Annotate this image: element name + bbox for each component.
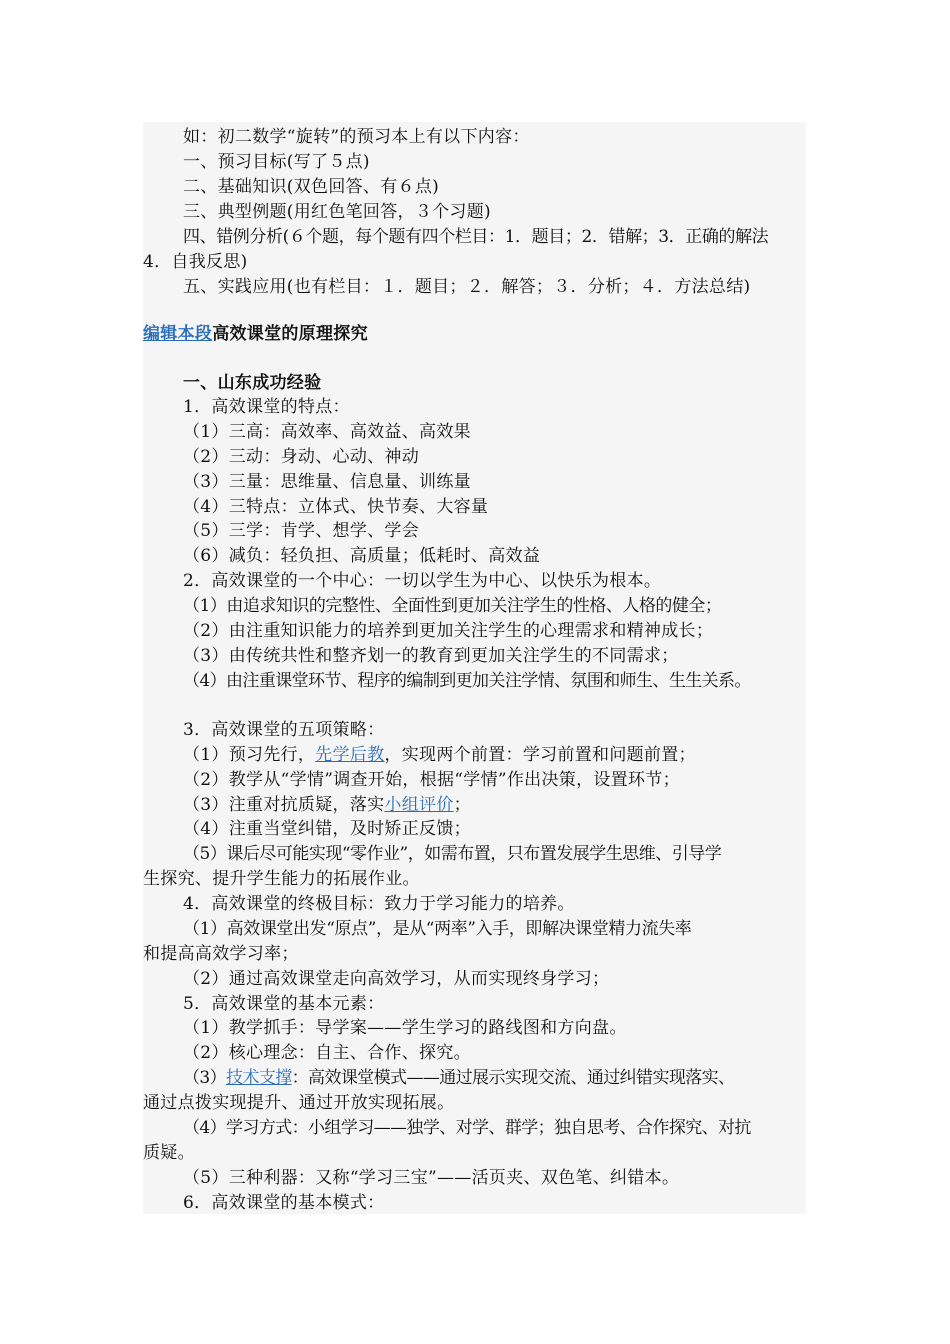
group-evaluation-link[interactable]: 小组评价 (384, 795, 454, 815)
list-item: （3）三量：思维量、信息量、训练量 (183, 472, 471, 492)
list-item: （2）由注重知识能力的培养到更加关注学生的心理需求和精神成长； (183, 621, 714, 641)
list-item: （5）三学：肯学、想学、学会 (183, 521, 420, 541)
list-item: （2）通过高效课堂走向高效学习，从而实现终身学习； (183, 969, 610, 989)
list-item: （2）核心理念：自主、合作、探究。 (183, 1043, 471, 1063)
list-item-text: ：高效课堂模式——通过展示实现交流、通过纠错实现落实、 (291, 1068, 735, 1088)
list-item: （5）课后尽可能实现“零作业”，如需布置，只布置发展学生思维、引导学 (183, 844, 722, 864)
list-item: （2）三动：身动、心动、神动 (183, 447, 420, 467)
point-title: 5．高效课堂的基本元素： (183, 994, 385, 1014)
point-title: 6．高效课堂的基本模式： (183, 1193, 385, 1213)
preview-item: 二、基础知识(双色回答、有６点) (183, 177, 440, 197)
list-item: （2）教学从“学情”调查开始，根据“学情”作出决策，设置环节； (183, 770, 680, 790)
list-item: （4）由注重课堂环节、程序的编制到更加关注学情、氛围和师生、生生关系。 (183, 671, 751, 691)
section-heading (143, 322, 368, 346)
list-item: （5）三种利器：又称“学习三宝”——活页夹、双色笔、纠错本。 (183, 1168, 680, 1188)
list-item-text: ，实现两个前置：学习前置和问题前置； (384, 745, 696, 765)
list-item-text: ； (453, 795, 471, 815)
list-item (183, 1066, 734, 1090)
list-item-cont: 和提高高效学习率； (143, 944, 299, 964)
list-item: （4）注重当堂纠错，及时矫正反馈； (183, 819, 471, 839)
point-title: 3．高效课堂的五项策略： (183, 720, 385, 740)
document-content (143, 122, 806, 1214)
edit-section-link[interactable]: 编辑本段 (143, 324, 213, 344)
list-item: （1）高效课堂出发“原点”，是从“两率”入手，即解决课堂精力流失率 (183, 919, 692, 939)
preview-item: 四、错例分析(６个题，每个题有四个栏目：1．题目；2．错解；3．正确的解法 (183, 227, 769, 247)
list-item: （3）由传统共性和整齐划一的教育到更加关注学生的不同需求； (183, 646, 679, 666)
list-item-cont: 质疑。 (143, 1143, 195, 1163)
preview-item-cont: 4．自我反思) (143, 252, 248, 272)
point-title: 4．高效课堂的终极目标：致力于学习能力的培养。 (183, 894, 575, 914)
preview-intro: 如：初二数学“旋转”的预习本上有以下内容： (183, 127, 530, 147)
point-title: 1．高效课堂的特点： (183, 397, 350, 417)
list-item: （4）学习方式：小组学习——独学、对学、群学；独自思考、合作探究、对抗 (183, 1118, 751, 1138)
point-title: 2．高效课堂的一个中心：一切以学生为中心、以快乐为根本。 (183, 571, 662, 591)
preview-item: 一、预习目标(写了５点) (183, 152, 370, 172)
xianxue-houjiao-link[interactable]: 先学后教 (315, 745, 385, 765)
preview-item: 五、实践应用(也有栏目：１．题目；２．解答；３．分析；４．方法总结) (183, 277, 751, 297)
list-item: （1）三高：高效率、高效益、高效果 (183, 422, 471, 442)
subsection-heading: 一、山东成功经验 (183, 373, 322, 393)
list-item-text: （3） (183, 1068, 227, 1088)
list-item: （1）教学抓手：导学案——学生学习的路线图和方向盘。 (183, 1018, 627, 1038)
list-item (183, 793, 471, 817)
technical-support-link[interactable]: 技术支撑 (226, 1068, 292, 1088)
list-item (183, 743, 696, 767)
preview-item: 三、典型例题(用红色笔回答，３个习题) (183, 202, 491, 222)
list-item: （4）三特点：立体式、快节奏、大容量 (183, 497, 489, 517)
list-item-text: （3）注重对抗质疑，落实 (183, 795, 385, 815)
list-item: （1）由追求知识的完整性、全面性到更加关注学生的性格、人格的健全； (183, 596, 722, 616)
list-item-text: （1）预习先行， (183, 745, 316, 765)
section-title: 高效课堂的原理探究 (212, 324, 368, 344)
list-item: （6）减负：轻负担、高质量；低耗时、高效益 (183, 546, 541, 566)
list-item-cont: 生探究、提升学生能力的拓展作业。 (143, 869, 420, 889)
list-item-cont: 通过点拨实现提升、通过开放实现拓展。 (143, 1093, 455, 1113)
